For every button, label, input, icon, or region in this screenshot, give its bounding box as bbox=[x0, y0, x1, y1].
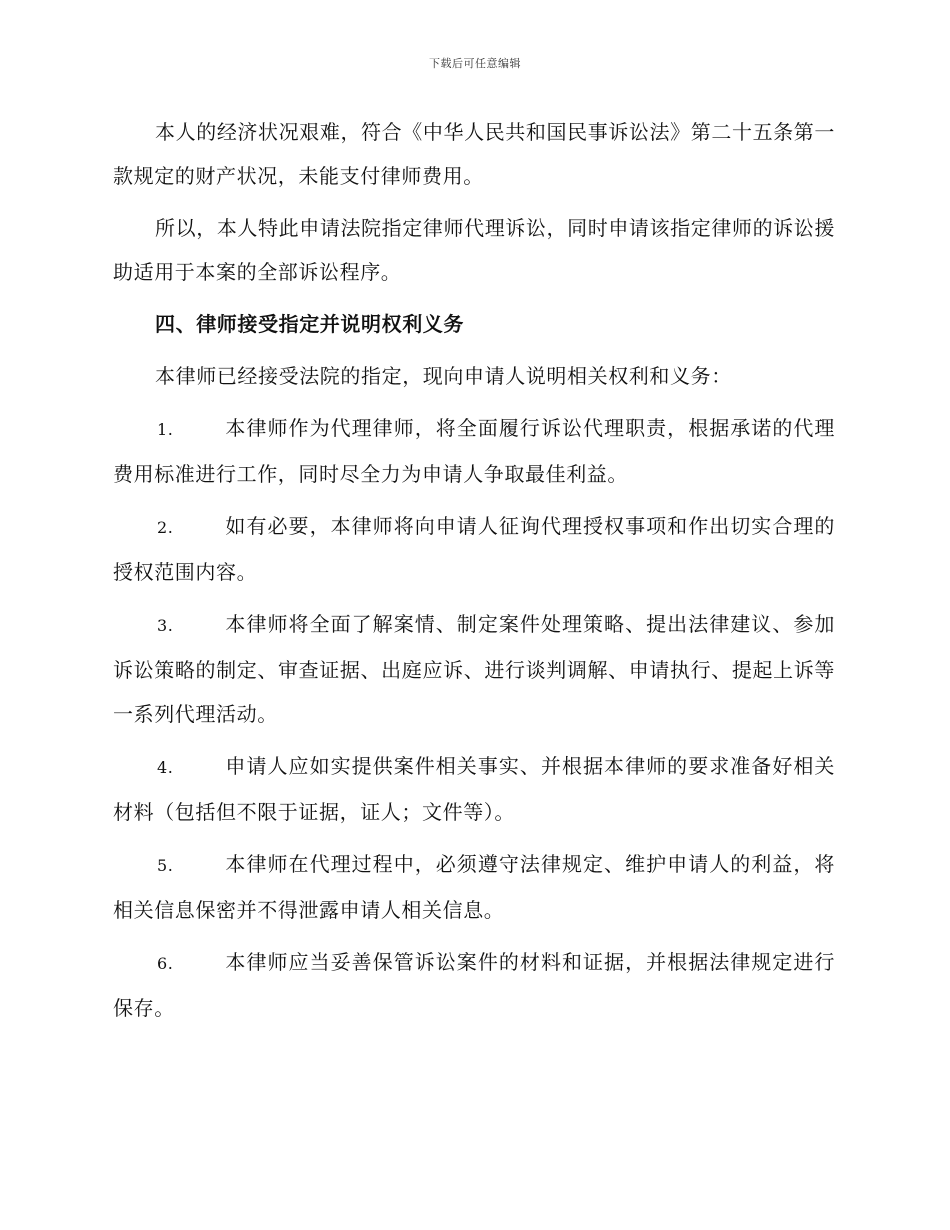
list-item bbox=[113, 940, 835, 1030]
section-intro: 本律师已经接受法院的指定，现向申请人说明相关权利和义务： bbox=[155, 364, 732, 388]
list-item bbox=[113, 406, 835, 496]
paragraph-application: 所以，本人特此申请法院指定律师代理诉讼，同时申请该指定律师的诉讼援助适用于本案的全部诉讼程序。 bbox=[113, 216, 835, 284]
page-header-note: 下载后可任意编辑 bbox=[429, 57, 521, 70]
list-item-text: 本律师作为代理律师，将全面履行诉讼代理职责，根据承诺的代理费用标准进行工作，同时尽全力为申请人争取最佳利益。 bbox=[113, 416, 835, 486]
paragraph-financial-status: 本人的经济状况艰难，符合《中华人民共和国民事诉讼法》第二十五条第一款规定的财产状况，未能支付律师费用。 bbox=[113, 120, 835, 188]
list-item bbox=[113, 842, 835, 932]
list-item-number: 2. bbox=[157, 518, 174, 537]
list-item-text: 本律师应当妥善保管诉讼案件的材料和证据，并根据法律规定进行保存。 bbox=[113, 950, 835, 1020]
list-item-text: 本律师在代理过程中，必须遵守法律规定、维护申请人的利益，将相关信息保密并不得泄露申请人相关信息。 bbox=[113, 852, 835, 922]
list-item-text: 如有必要，本律师将向申请人征询代理授权事项和作出切实合理的授权范围内容。 bbox=[113, 514, 835, 584]
list-item-number: 5. bbox=[157, 856, 174, 875]
list-item-text: 申请人应如实提供案件相关事实、并根据本律师的要求准备好相关材料（包括但不限于证据，证人；文件等）。 bbox=[113, 754, 835, 824]
list-item-number: 1. bbox=[157, 420, 174, 439]
list-item bbox=[113, 744, 835, 834]
section-heading: 四、律师接受指定并说明权利义务 bbox=[155, 312, 464, 336]
list-item-number: 3. bbox=[157, 616, 174, 635]
list-item-text: 本律师将全面了解案情、制定案件处理策略、提出法律建议、参加诉讼策略的制定、审查证据、出庭应诉、进行谈判调解、申请执行、提起上诉等一系列代理活动。 bbox=[113, 612, 835, 726]
list-item-number: 6. bbox=[157, 954, 174, 973]
list-item bbox=[113, 602, 835, 736]
document-body bbox=[113, 110, 835, 1038]
list-item bbox=[113, 504, 835, 594]
list-item-number: 4. bbox=[157, 758, 174, 777]
